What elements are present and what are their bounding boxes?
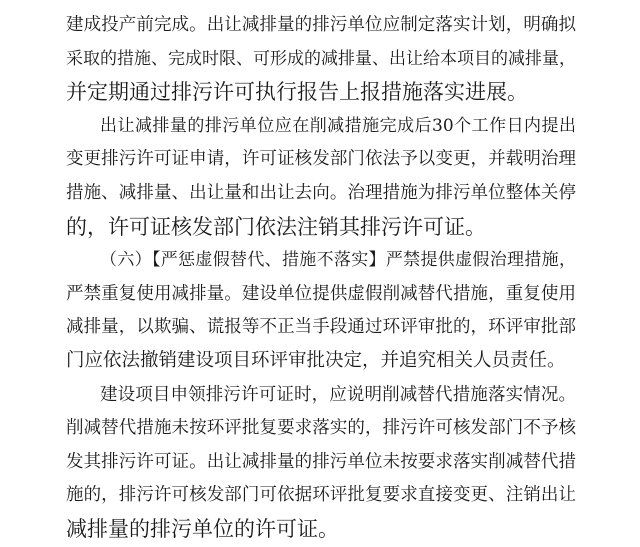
text-line: 变更排污许可证申请，许可证核发部门依法予以变更，并载明治理 <box>66 149 576 170</box>
text-line: 发其排污许可证。出让减排量的排污单位未按要求落实削减替代措 <box>66 451 576 472</box>
text-line: 严禁重复使用减排量。建设单位提供虚假削减替代措施，重复使用 <box>66 283 576 304</box>
text-line: 建成投产前完成。出让减排量的排污单位应制定落实计划，明确拟 <box>66 15 576 35</box>
text-line: 的，许可证核发部门依法注销其排污许可证。 <box>66 214 486 239</box>
text-line: 施的，排污许可核发部门可依据环评批复要求直接变更、注销出让 <box>66 485 576 506</box>
text-line: 采取的措施、完成时限、可形成的减排量、出让给本项目的减排量， <box>66 48 576 69</box>
text-line: 并定期通过排污许可执行报告上报措施落实进展。 <box>66 80 528 105</box>
text-line: 措施、减排量、出让量和出让去向。治理措施为排污单位整体关停 <box>66 183 576 203</box>
text-line: 减排量，以欺骗、谎报等不正当手段通过环评审批的，环评审批部 <box>66 317 576 338</box>
text-line: 削减替代措施未按环评批复要求落实的，排污许可核发部门不予核 <box>66 418 576 439</box>
text-line: 减排量的排污单位的许可证。 <box>66 517 339 541</box>
text-line: （六）【严惩虚假替代、措施不落实】严禁提供虚假治理措施， <box>100 250 576 271</box>
text-line: 门应依法撤销建设项目环评审批决定，并追究相关人员责任。 <box>66 350 566 371</box>
text-line: 建设项目申领排污许可证时，应说明削减替代措施落实情况。 <box>100 384 576 405</box>
text-line: 出让减排量的排污单位应在削减措施完成后30个工作日内提出 <box>100 115 576 136</box>
